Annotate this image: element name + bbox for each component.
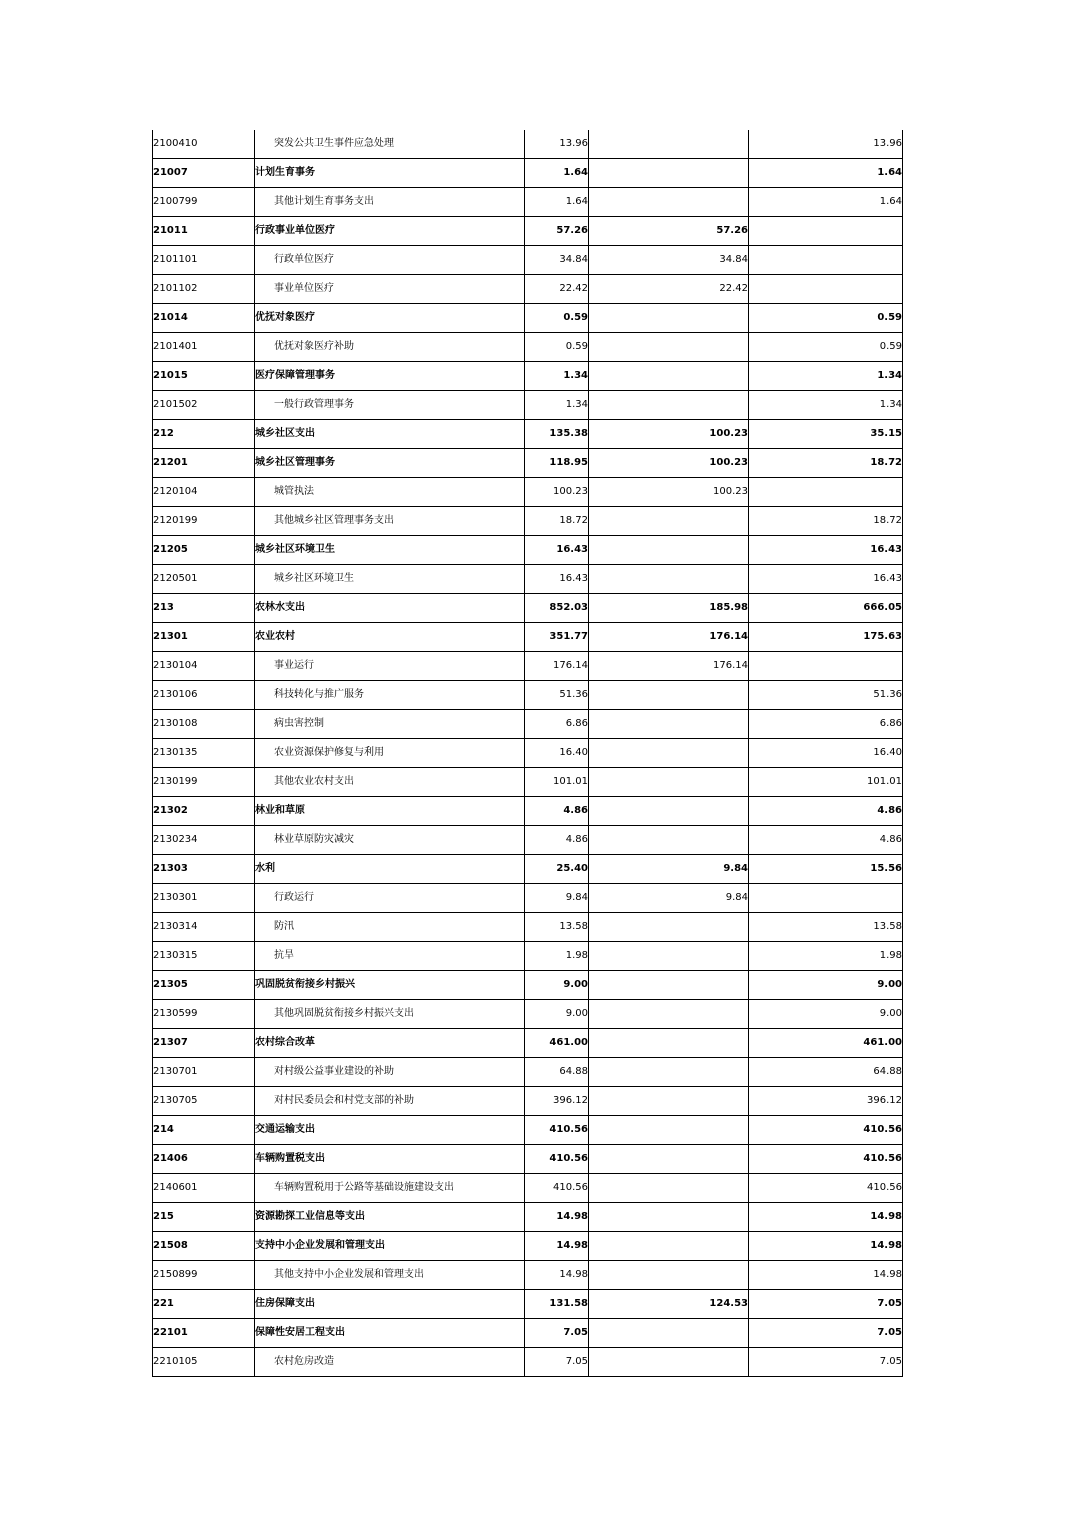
subject-name-cell: 抗旱 <box>255 942 525 971</box>
project-expenditure-cell: 51.36 <box>749 681 903 710</box>
project-expenditure-cell: 175.63 <box>749 623 903 652</box>
subject-name-cell: 城管执法 <box>255 478 525 507</box>
total-amount-cell: 9.84 <box>525 884 589 913</box>
subject-code-cell: 2101502 <box>153 391 255 420</box>
total-amount-cell: 14.98 <box>525 1203 589 1232</box>
subject-code-cell: 2130104 <box>153 652 255 681</box>
table-row <box>153 246 903 275</box>
subject-name-cell: 对村级公益事业建设的补助 <box>255 1058 525 1087</box>
basic-expenditure-cell <box>589 507 749 536</box>
table-body <box>153 130 903 1377</box>
table-row <box>153 739 903 768</box>
table-row <box>153 565 903 594</box>
subject-name-cell: 交通运输支出 <box>255 1116 525 1145</box>
table-row <box>153 1145 903 1174</box>
subject-code-cell: 2130199 <box>153 768 255 797</box>
total-amount-cell: 0.59 <box>525 333 589 362</box>
project-expenditure-cell: 1.98 <box>749 942 903 971</box>
project-expenditure-cell: 16.40 <box>749 739 903 768</box>
total-amount-cell: 410.56 <box>525 1116 589 1145</box>
subject-code-cell: 2100799 <box>153 188 255 217</box>
basic-expenditure-cell <box>589 739 749 768</box>
total-amount-cell: 396.12 <box>525 1087 589 1116</box>
basic-expenditure-cell <box>589 391 749 420</box>
project-expenditure-cell <box>749 246 903 275</box>
total-amount-cell: 6.86 <box>525 710 589 739</box>
basic-expenditure-cell <box>589 1174 749 1203</box>
basic-expenditure-cell <box>589 1232 749 1261</box>
project-expenditure-cell: 7.05 <box>749 1319 903 1348</box>
subject-code-cell: 2130314 <box>153 913 255 942</box>
subject-code-cell: 21015 <box>153 362 255 391</box>
subject-code-cell: 215 <box>153 1203 255 1232</box>
total-amount-cell: 14.98 <box>525 1232 589 1261</box>
subject-name-cell: 农业农村 <box>255 623 525 652</box>
table-row <box>153 1029 903 1058</box>
project-expenditure-cell: 9.00 <box>749 1000 903 1029</box>
project-expenditure-cell <box>749 478 903 507</box>
project-expenditure-cell: 14.98 <box>749 1203 903 1232</box>
project-expenditure-cell: 4.86 <box>749 797 903 826</box>
total-amount-cell: 16.40 <box>525 739 589 768</box>
total-amount-cell: 1.64 <box>525 188 589 217</box>
subject-name-cell: 农业资源保护修复与利用 <box>255 739 525 768</box>
subject-name-cell: 农林水支出 <box>255 594 525 623</box>
basic-expenditure-cell <box>589 826 749 855</box>
table-row <box>153 420 903 449</box>
table-row <box>153 710 903 739</box>
subject-name-cell: 水利 <box>255 855 525 884</box>
project-expenditure-cell: 1.34 <box>749 362 903 391</box>
subject-code-cell: 2130106 <box>153 681 255 710</box>
subject-code-cell: 21307 <box>153 1029 255 1058</box>
subject-code-cell: 21305 <box>153 971 255 1000</box>
table-row <box>153 1348 903 1377</box>
total-amount-cell: 13.58 <box>525 913 589 942</box>
basic-expenditure-cell <box>589 971 749 1000</box>
total-amount-cell: 0.59 <box>525 304 589 333</box>
project-expenditure-cell: 4.86 <box>749 826 903 855</box>
subject-code-cell: 212 <box>153 420 255 449</box>
total-amount-cell: 461.00 <box>525 1029 589 1058</box>
basic-expenditure-cell: 185.98 <box>589 594 749 623</box>
subject-name-cell: 事业运行 <box>255 652 525 681</box>
subject-code-cell: 2130705 <box>153 1087 255 1116</box>
subject-name-cell: 巩固脱贫衔接乡村振兴 <box>255 971 525 1000</box>
total-amount-cell: 14.98 <box>525 1261 589 1290</box>
table-row <box>153 652 903 681</box>
total-amount-cell: 118.95 <box>525 449 589 478</box>
subject-code-cell: 2140601 <box>153 1174 255 1203</box>
basic-expenditure-cell <box>589 1145 749 1174</box>
project-expenditure-cell: 16.43 <box>749 536 903 565</box>
basic-expenditure-cell <box>589 913 749 942</box>
subject-code-cell: 21301 <box>153 623 255 652</box>
total-amount-cell: 131.58 <box>525 1290 589 1319</box>
table-row <box>153 478 903 507</box>
subject-code-cell: 2100410 <box>153 130 255 159</box>
subject-name-cell: 科技转化与推广服务 <box>255 681 525 710</box>
project-expenditure-cell: 101.01 <box>749 768 903 797</box>
basic-expenditure-cell <box>589 1087 749 1116</box>
subject-code-cell: 2101101 <box>153 246 255 275</box>
project-expenditure-cell <box>749 652 903 681</box>
basic-expenditure-cell: 176.14 <box>589 623 749 652</box>
total-amount-cell: 25.40 <box>525 855 589 884</box>
basic-expenditure-cell: 124.53 <box>589 1290 749 1319</box>
subject-code-cell: 21303 <box>153 855 255 884</box>
total-amount-cell: 176.14 <box>525 652 589 681</box>
subject-code-cell: 2150899 <box>153 1261 255 1290</box>
total-amount-cell: 16.43 <box>525 565 589 594</box>
project-expenditure-cell: 16.43 <box>749 565 903 594</box>
project-expenditure-cell: 64.88 <box>749 1058 903 1087</box>
subject-name-cell: 资源勘探工业信息等支出 <box>255 1203 525 1232</box>
subject-code-cell: 2120199 <box>153 507 255 536</box>
subject-name-cell: 城乡社区环境卫生 <box>255 565 525 594</box>
subject-name-cell: 车辆购置税用于公路等基础设施建设支出 <box>255 1174 525 1203</box>
total-amount-cell: 852.03 <box>525 594 589 623</box>
basic-expenditure-cell <box>589 1348 749 1377</box>
project-expenditure-cell: 35.15 <box>749 420 903 449</box>
table-row <box>153 304 903 333</box>
subject-code-cell: 21406 <box>153 1145 255 1174</box>
total-amount-cell: 13.96 <box>525 130 589 159</box>
basic-expenditure-cell <box>589 188 749 217</box>
table-row <box>153 1116 903 1145</box>
subject-code-cell: 2130108 <box>153 710 255 739</box>
table-row <box>153 1290 903 1319</box>
basic-expenditure-cell: 9.84 <box>589 884 749 913</box>
total-amount-cell: 1.34 <box>525 362 589 391</box>
total-amount-cell: 1.34 <box>525 391 589 420</box>
project-expenditure-cell <box>749 884 903 913</box>
total-amount-cell: 57.26 <box>525 217 589 246</box>
subject-name-cell: 行政单位医疗 <box>255 246 525 275</box>
table-row <box>153 130 903 159</box>
subject-name-cell: 防汛 <box>255 913 525 942</box>
table-row <box>153 1058 903 1087</box>
basic-expenditure-cell <box>589 362 749 391</box>
subject-name-cell: 农村危房改造 <box>255 1348 525 1377</box>
basic-expenditure-cell <box>589 536 749 565</box>
table-row <box>153 217 903 246</box>
project-expenditure-cell <box>749 217 903 246</box>
project-expenditure-cell: 0.59 <box>749 304 903 333</box>
subject-code-cell: 2130315 <box>153 942 255 971</box>
subject-code-cell: 21014 <box>153 304 255 333</box>
table-row <box>153 681 903 710</box>
table-row <box>153 826 903 855</box>
table-row <box>153 333 903 362</box>
total-amount-cell: 410.56 <box>525 1145 589 1174</box>
project-expenditure-cell: 14.98 <box>749 1261 903 1290</box>
basic-expenditure-cell <box>589 1319 749 1348</box>
project-expenditure-cell: 9.00 <box>749 971 903 1000</box>
subject-code-cell: 2130234 <box>153 826 255 855</box>
total-amount-cell: 4.86 <box>525 797 589 826</box>
basic-expenditure-cell <box>589 304 749 333</box>
subject-name-cell: 突发公共卫生事件应急处理 <box>255 130 525 159</box>
table-row <box>153 275 903 304</box>
basic-expenditure-cell <box>589 130 749 159</box>
basic-expenditure-cell <box>589 768 749 797</box>
basic-expenditure-cell <box>589 797 749 826</box>
basic-expenditure-cell <box>589 1029 749 1058</box>
subject-name-cell: 病虫害控制 <box>255 710 525 739</box>
subject-code-cell: 2101401 <box>153 333 255 362</box>
total-amount-cell: 51.36 <box>525 681 589 710</box>
subject-code-cell: 2120104 <box>153 478 255 507</box>
subject-name-cell: 城乡社区环境卫生 <box>255 536 525 565</box>
subject-name-cell: 其他农业农村支出 <box>255 768 525 797</box>
table-row <box>153 1319 903 1348</box>
project-expenditure-cell: 396.12 <box>749 1087 903 1116</box>
subject-name-cell: 林业草原防灾减灾 <box>255 826 525 855</box>
total-amount-cell: 4.86 <box>525 826 589 855</box>
project-expenditure-cell: 410.56 <box>749 1174 903 1203</box>
table-row <box>153 1203 903 1232</box>
total-amount-cell: 351.77 <box>525 623 589 652</box>
table-row <box>153 1000 903 1029</box>
subject-name-cell: 城乡社区管理事务 <box>255 449 525 478</box>
total-amount-cell: 1.98 <box>525 942 589 971</box>
total-amount-cell: 34.84 <box>525 246 589 275</box>
subject-code-cell: 214 <box>153 1116 255 1145</box>
total-amount-cell: 18.72 <box>525 507 589 536</box>
subject-name-cell: 一般行政管理事务 <box>255 391 525 420</box>
total-amount-cell: 64.88 <box>525 1058 589 1087</box>
project-expenditure-cell: 15.56 <box>749 855 903 884</box>
basic-expenditure-cell <box>589 1116 749 1145</box>
project-expenditure-cell: 7.05 <box>749 1348 903 1377</box>
subject-code-cell: 21205 <box>153 536 255 565</box>
table-row <box>153 188 903 217</box>
project-expenditure-cell: 1.34 <box>749 391 903 420</box>
total-amount-cell: 7.05 <box>525 1319 589 1348</box>
subject-name-cell: 优抚对象医疗 <box>255 304 525 333</box>
project-expenditure-cell: 410.56 <box>749 1116 903 1145</box>
subject-name-cell: 医疗保障管理事务 <box>255 362 525 391</box>
table-row <box>153 1232 903 1261</box>
subject-name-cell: 优抚对象医疗补助 <box>255 333 525 362</box>
subject-name-cell: 城乡社区支出 <box>255 420 525 449</box>
total-amount-cell: 410.56 <box>525 1174 589 1203</box>
project-expenditure-cell: 14.98 <box>749 1232 903 1261</box>
subject-name-cell: 事业单位医疗 <box>255 275 525 304</box>
subject-name-cell: 行政运行 <box>255 884 525 913</box>
project-expenditure-cell: 461.00 <box>749 1029 903 1058</box>
project-expenditure-cell: 7.05 <box>749 1290 903 1319</box>
table-row <box>153 855 903 884</box>
table-row <box>153 536 903 565</box>
subject-code-cell: 2130135 <box>153 739 255 768</box>
subject-name-cell: 车辆购置税支出 <box>255 1145 525 1174</box>
subject-code-cell: 21201 <box>153 449 255 478</box>
subject-name-cell: 行政事业单位医疗 <box>255 217 525 246</box>
subject-code-cell: 2120501 <box>153 565 255 594</box>
subject-name-cell: 农村综合改革 <box>255 1029 525 1058</box>
subject-name-cell: 计划生育事务 <box>255 159 525 188</box>
total-amount-cell: 7.05 <box>525 1348 589 1377</box>
subject-code-cell: 221 <box>153 1290 255 1319</box>
subject-code-cell: 21007 <box>153 159 255 188</box>
basic-expenditure-cell <box>589 1058 749 1087</box>
subject-code-cell: 2130301 <box>153 884 255 913</box>
subject-name-cell: 林业和草原 <box>255 797 525 826</box>
table-row <box>153 1087 903 1116</box>
subject-name-cell: 其他支持中小企业发展和管理支出 <box>255 1261 525 1290</box>
total-amount-cell: 1.64 <box>525 159 589 188</box>
project-expenditure-cell <box>749 275 903 304</box>
total-amount-cell: 135.38 <box>525 420 589 449</box>
total-amount-cell: 101.01 <box>525 768 589 797</box>
total-amount-cell: 9.00 <box>525 1000 589 1029</box>
subject-code-cell: 21011 <box>153 217 255 246</box>
project-expenditure-cell: 410.56 <box>749 1145 903 1174</box>
table-row <box>153 884 903 913</box>
table-row <box>153 449 903 478</box>
table-row <box>153 391 903 420</box>
subject-name-cell: 支持中小企业发展和管理支出 <box>255 1232 525 1261</box>
table-row <box>153 362 903 391</box>
project-expenditure-cell: 666.05 <box>749 594 903 623</box>
basic-expenditure-cell <box>589 1261 749 1290</box>
table-row <box>153 768 903 797</box>
subject-code-cell: 22101 <box>153 1319 255 1348</box>
subject-name-cell: 保障性安居工程支出 <box>255 1319 525 1348</box>
budget-table-page <box>152 130 902 1377</box>
subject-name-cell: 其他巩固脱贫衔接乡村振兴支出 <box>255 1000 525 1029</box>
total-amount-cell: 9.00 <box>525 971 589 1000</box>
subject-code-cell: 2130599 <box>153 1000 255 1029</box>
table-row <box>153 1261 903 1290</box>
table-row <box>153 623 903 652</box>
table-row <box>153 1174 903 1203</box>
basic-expenditure-cell: 100.23 <box>589 420 749 449</box>
basic-expenditure-cell <box>589 710 749 739</box>
project-expenditure-cell: 1.64 <box>749 159 903 188</box>
project-expenditure-cell: 0.59 <box>749 333 903 362</box>
project-expenditure-cell: 13.58 <box>749 913 903 942</box>
subject-code-cell: 2210105 <box>153 1348 255 1377</box>
subject-code-cell: 213 <box>153 594 255 623</box>
basic-expenditure-cell: 100.23 <box>589 449 749 478</box>
subject-code-cell: 21508 <box>153 1232 255 1261</box>
project-expenditure-cell: 13.96 <box>749 130 903 159</box>
total-amount-cell: 16.43 <box>525 536 589 565</box>
basic-expenditure-cell <box>589 681 749 710</box>
basic-expenditure-cell: 100.23 <box>589 478 749 507</box>
total-amount-cell: 100.23 <box>525 478 589 507</box>
project-expenditure-cell: 18.72 <box>749 449 903 478</box>
table-row <box>153 971 903 1000</box>
basic-expenditure-cell <box>589 565 749 594</box>
table-row <box>153 594 903 623</box>
table-row <box>153 942 903 971</box>
basic-expenditure-cell: 57.26 <box>589 217 749 246</box>
project-expenditure-cell: 1.64 <box>749 188 903 217</box>
basic-expenditure-cell <box>589 159 749 188</box>
basic-expenditure-cell: 22.42 <box>589 275 749 304</box>
subject-name-cell: 对村民委员会和村党支部的补助 <box>255 1087 525 1116</box>
project-expenditure-cell: 18.72 <box>749 507 903 536</box>
basic-expenditure-cell: 9.84 <box>589 855 749 884</box>
table-row <box>153 507 903 536</box>
basic-expenditure-cell <box>589 333 749 362</box>
basic-expenditure-cell <box>589 1203 749 1232</box>
table-row <box>153 797 903 826</box>
basic-expenditure-cell: 176.14 <box>589 652 749 681</box>
subject-name-cell: 其他城乡社区管理事务支出 <box>255 507 525 536</box>
subject-code-cell: 2101102 <box>153 275 255 304</box>
basic-expenditure-cell: 34.84 <box>589 246 749 275</box>
project-expenditure-cell: 6.86 <box>749 710 903 739</box>
table-row <box>153 159 903 188</box>
total-amount-cell: 22.42 <box>525 275 589 304</box>
table-row <box>153 913 903 942</box>
subject-code-cell: 2130701 <box>153 1058 255 1087</box>
basic-expenditure-cell <box>589 1000 749 1029</box>
subject-code-cell: 21302 <box>153 797 255 826</box>
basic-expenditure-cell <box>589 942 749 971</box>
expenditure-table <box>152 130 903 1377</box>
subject-name-cell: 其他计划生育事务支出 <box>255 188 525 217</box>
subject-name-cell: 住房保障支出 <box>255 1290 525 1319</box>
